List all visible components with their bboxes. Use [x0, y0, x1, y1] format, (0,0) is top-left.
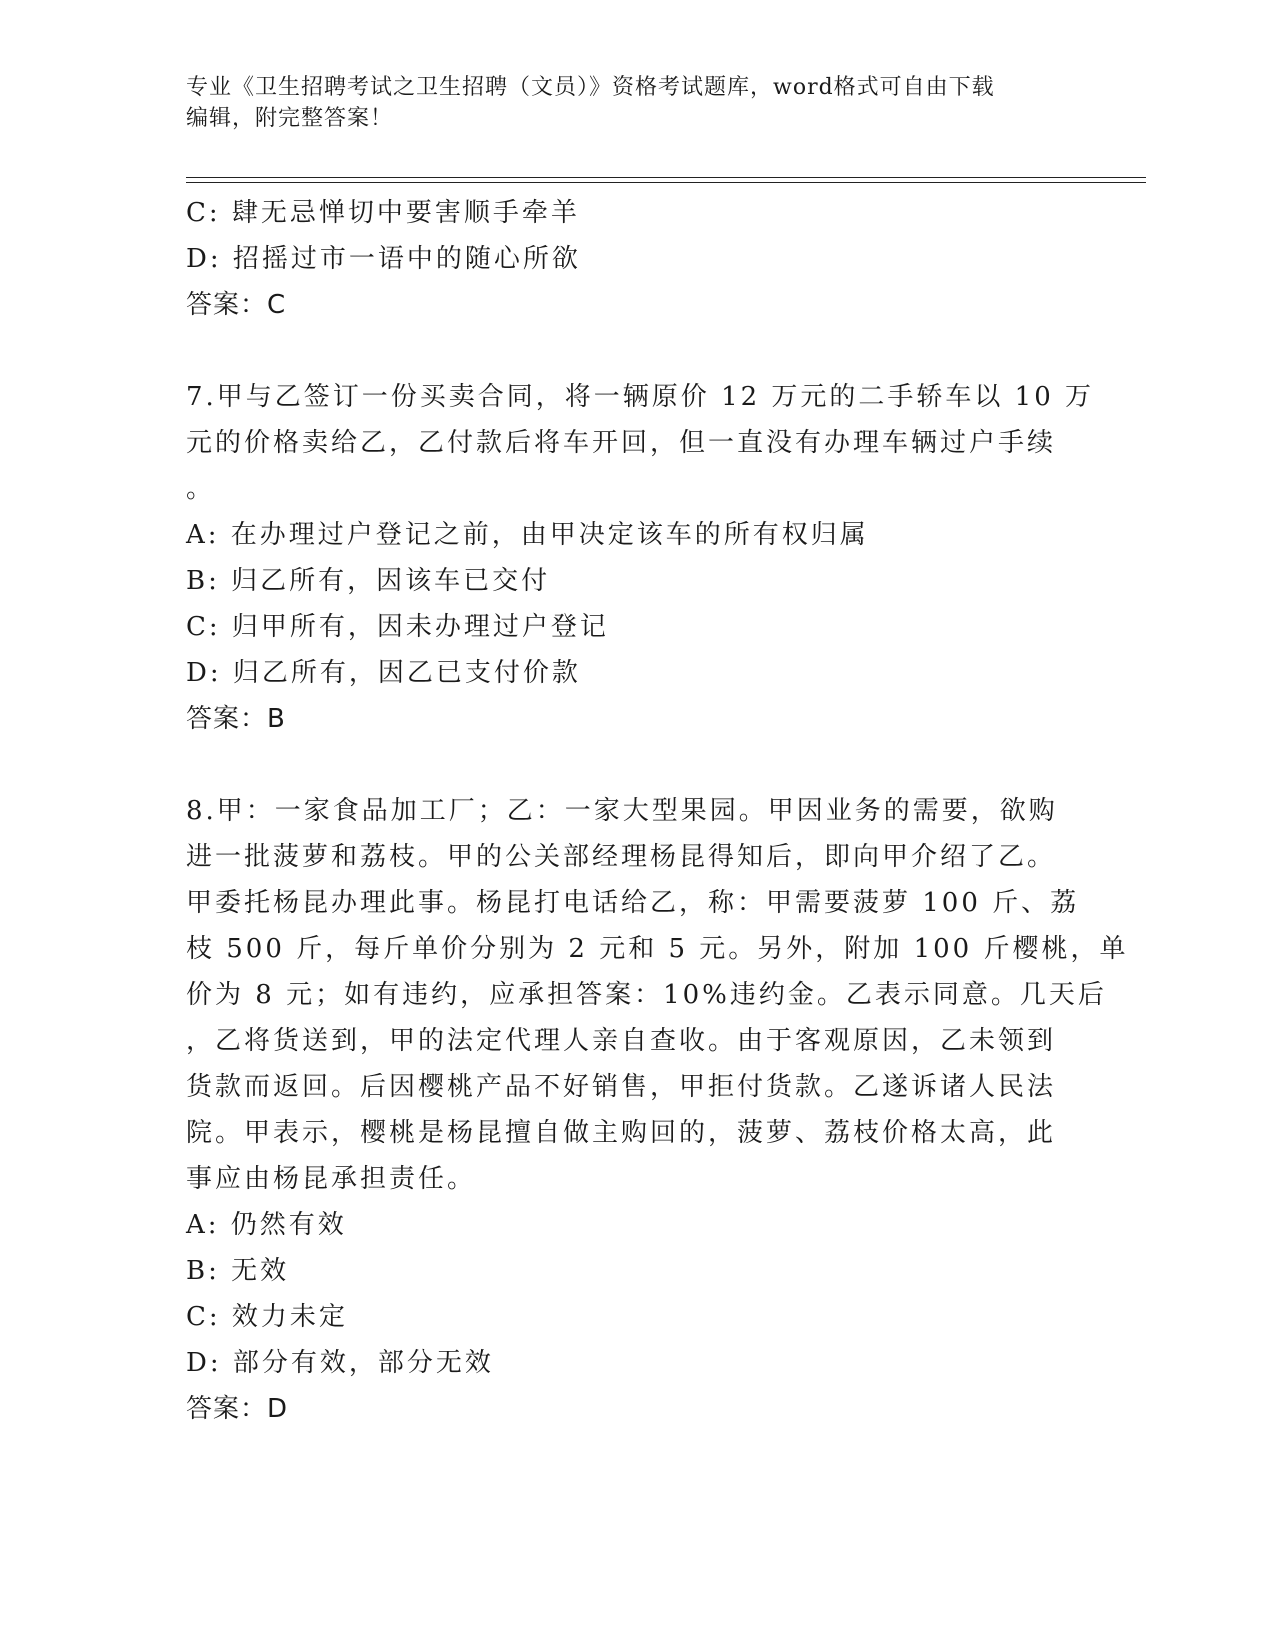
spacer: [186, 742, 1086, 788]
q7-stem-line: 7.甲与乙签订一份买卖合同，将一辆原价 12 万元的二手轿车以 10 万: [186, 382, 1095, 412]
question-8: [186, 788, 1129, 1432]
q6-option-d: D: 招摇过市一语中的随心所欲: [186, 244, 581, 274]
q7-option-a: A: 在办理过户登记之前，由甲决定该车的所有权归属: [186, 520, 869, 550]
q8-stem-line: 8.甲：一家食品加工厂；乙：一家大型果园。甲因业务的需要，欲购: [186, 796, 1058, 826]
q8-stem-line: 事应由杨昆承担责任。: [186, 1164, 477, 1194]
header-rule-bottom: [186, 182, 1146, 183]
q8-option-a: A: 仍然有效: [186, 1210, 347, 1240]
q8-answer: 答案：D: [186, 1394, 289, 1424]
q8-stem-line: 价为 8 元；如有违约，应承担答案：10%违约金。乙表示同意。几天后: [186, 980, 1107, 1010]
q8-stem-line: ，乙将货送到，甲的法定代理人亲自查收。由于客观原因，乙未领到: [186, 1026, 1057, 1056]
header-line-1: 专业《卫生招聘考试之卫生招聘（文员）》资格考试题库，word格式可自由下载: [186, 75, 995, 100]
question-content: [186, 190, 1129, 1432]
header-line-2: 编辑，附完整答案！: [186, 106, 394, 131]
question-6: [186, 190, 1086, 328]
q8-stem-line: 货款而返回。后因樱桃产品不好销售，甲拒付货款。乙遂诉诸人民法: [186, 1072, 1057, 1102]
q8-stem-line: 枝 500 斤，每斤单价分别为 2 元和 5 元。另外，附加 100 斤樱桃，单: [186, 934, 1129, 964]
q8-stem-line: 院。甲表示，樱桃是杨昆擅自做主购回的，菠萝、荔枝价格太高，此: [186, 1118, 1057, 1148]
header-rule-top: [186, 177, 1146, 178]
q8-option-c: C: 效力未定: [186, 1302, 348, 1332]
q8-stem-line: 甲委托杨昆办理此事。杨昆打电话给乙，称：甲需要菠萝 100 斤、荔: [186, 888, 1080, 918]
question-7: [186, 374, 1095, 742]
q7-option-c: C: 归甲所有，因未办理过户登记: [186, 612, 609, 642]
q6-option-c: C: 肆无忌惮切中要害顺手牵羊: [186, 198, 580, 228]
q8-option-d: D: 部分有效，部分无效: [186, 1348, 494, 1378]
q7-option-d: D: 归乙所有，因乙已支付价款: [186, 658, 581, 688]
q8-stem-line: 进一批菠萝和荔枝。甲的公关部经理杨昆得知后，即向甲介绍了乙。: [186, 842, 1057, 872]
q7-stem-line: 。: [186, 474, 216, 504]
q8-option-b: B: 无效: [186, 1256, 290, 1286]
page-header: [186, 72, 1086, 134]
q6-answer: 答案：C: [186, 290, 287, 320]
q7-option-b: B: 归乙所有，因该车已交付: [186, 566, 551, 596]
q7-stem-line: 元的价格卖给乙，乙付款后将车开回，但一直没有办理车辆过户手续: [186, 428, 1057, 458]
q7-answer: 答案：B: [186, 704, 286, 734]
spacer: [186, 328, 1086, 374]
